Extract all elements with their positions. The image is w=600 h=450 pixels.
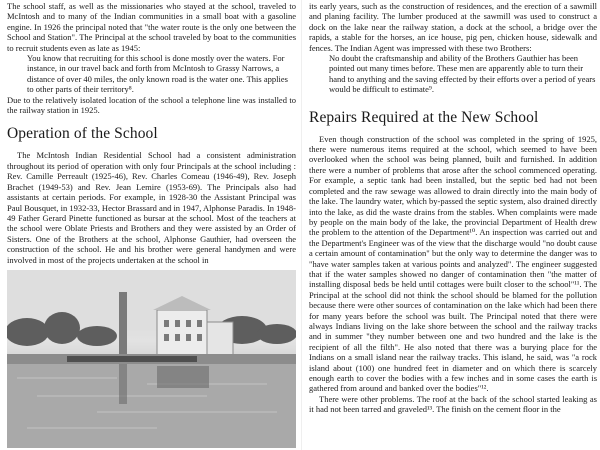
- paragraph-sewage-problems: Even though construction of the school was completed in the spring of 1925, there were numerous items required at the school, which seemed to have been overlooked when the school was being planned, built and furnished. In addition there were a number of problems that arose after the school commenced operating. For example, a septic tank had been installed, but the septic bed had not been completed and the raw sewage was allowed to drain directly into the main body of the lake. The laundry water, which by-passed the septic system, also drained directly into the lake, as did the waste drains from the stables. When complaints were made by people on the main body of the lake, the provincial Department of Health drew the problem to the attention of the Department¹⁰. An inspection was carried out and the Department's Engineer was of the view that the discharge would "no doubt cause a certain amount of contamination" but the only way to determine the danger was to "have water samples taken at various points and analyzed". The engineer suggested that if the water samples showed no danger of contamination then "the matter of installing disposal beds be held until cottages were built closer to the school"¹¹. The Principal at the school did not think the school should be blamed for the pollution because there were other sources of contamination on the lake which had been there for many years before the school was built. The Principal noted that there were always Indians living on the lake shore between the school and the railway tracks and in summer "they number between one and two hundred and the lake is the recipient of all the filth". He also noted that there was a burying place for the Indians on a small island near the railway tracks. This island, he said, was "a rock island about (100) one hundred feet in diameter and on which there is scarcely enough earth to cover the bodies with a few inches and in some cases the earth is gathered from around and banked over the bodies"¹².: [309, 133, 597, 394]
- paragraph-boat-travel: The school staff, as well as the missionaries who stayed at the school, traveled to McIntosh and to many of the Indian communities in a small boat with a gasoline engine. In 1926 the principal noted that "the water route is the only one between the School and Station". The Principal at the school traveled by boat to the communities to recruit students even as late as 1945:: [7, 1, 296, 53]
- blockquote-recruiting: You know that recruiting for this school is done mostly over the waters. For instance, in our travel back and forth from McIntosh to Grassy Narrows, a distance of over 40 miles, the only known road is the water one. This applies to other parts of their territory⁸.: [27, 53, 288, 95]
- school-photograph: [7, 270, 296, 448]
- heading-repairs-required: Repairs Required at the New School: [309, 108, 539, 126]
- paragraph-other-problems: There were other problems. The roof at the back of the school started leaking as it had not been tarred and graveled¹³. The finish on the cement floor in the: [309, 393, 597, 415]
- school-photo-image: [7, 270, 296, 448]
- paragraph-principals: The McIntosh Indian Residential School had a consistent administration throughout its period of operation with only four Principals at the school including : Rev. Camille Perreault (1925-46), Rev. Charles Comeau (1946-49), Rev. Joseph Brachet (1949-53) and Rev. Jean Lemire (1953-69). The Principals also had assistants at certain periods. For example, in 1928-30 the Assistant Principal was Paul Bousquet, in 1932-33, Hector Brassard and in 1947, Alphonse Paradis. In 1948-49 Father Gerard Pinette functioned as bursar at the school. Most of the teachers at the school were Oblate Priests and Brothers and they were assisted by an Order of Sisters. One of the Brothers at the school, Alphonse Gauthier, had overseen the construction of the school. He and his brother were general handymen and were involved in most of the projects undertaken at the school in: [7, 150, 296, 265]
- paragraph-telephone: Due to the relatively isolated location of the school a telephone line was installed to the railway station in 1925.: [7, 94, 296, 116]
- column-divider: [301, 0, 302, 450]
- left-column: [7, 1, 296, 265]
- heading-operation-of-school: Operation of the School: [7, 125, 158, 143]
- paragraph-brothers-projects: its early years, such as the construction of residences, and the erection of a sawmill and planing facility. The lumber produced at the sawmill was used to construct a dock on the lake near the railway station, a dock at the school, a bridge over the rapids, a stable for the horses, an ice house, pig pen, chicken house, sidewalk and fences. The Indian Agent was impressed with these two Brothers:: [309, 1, 597, 53]
- right-column: [309, 1, 597, 415]
- blockquote-gauthier: No doubt the craftsmanship and ability of the Brothers Gauthier has been pointed out many times before. These men are apparently able to turn their hand to anything and the saving effected by their efforts over a period of years would be difficult to estimate⁹.: [329, 53, 596, 95]
